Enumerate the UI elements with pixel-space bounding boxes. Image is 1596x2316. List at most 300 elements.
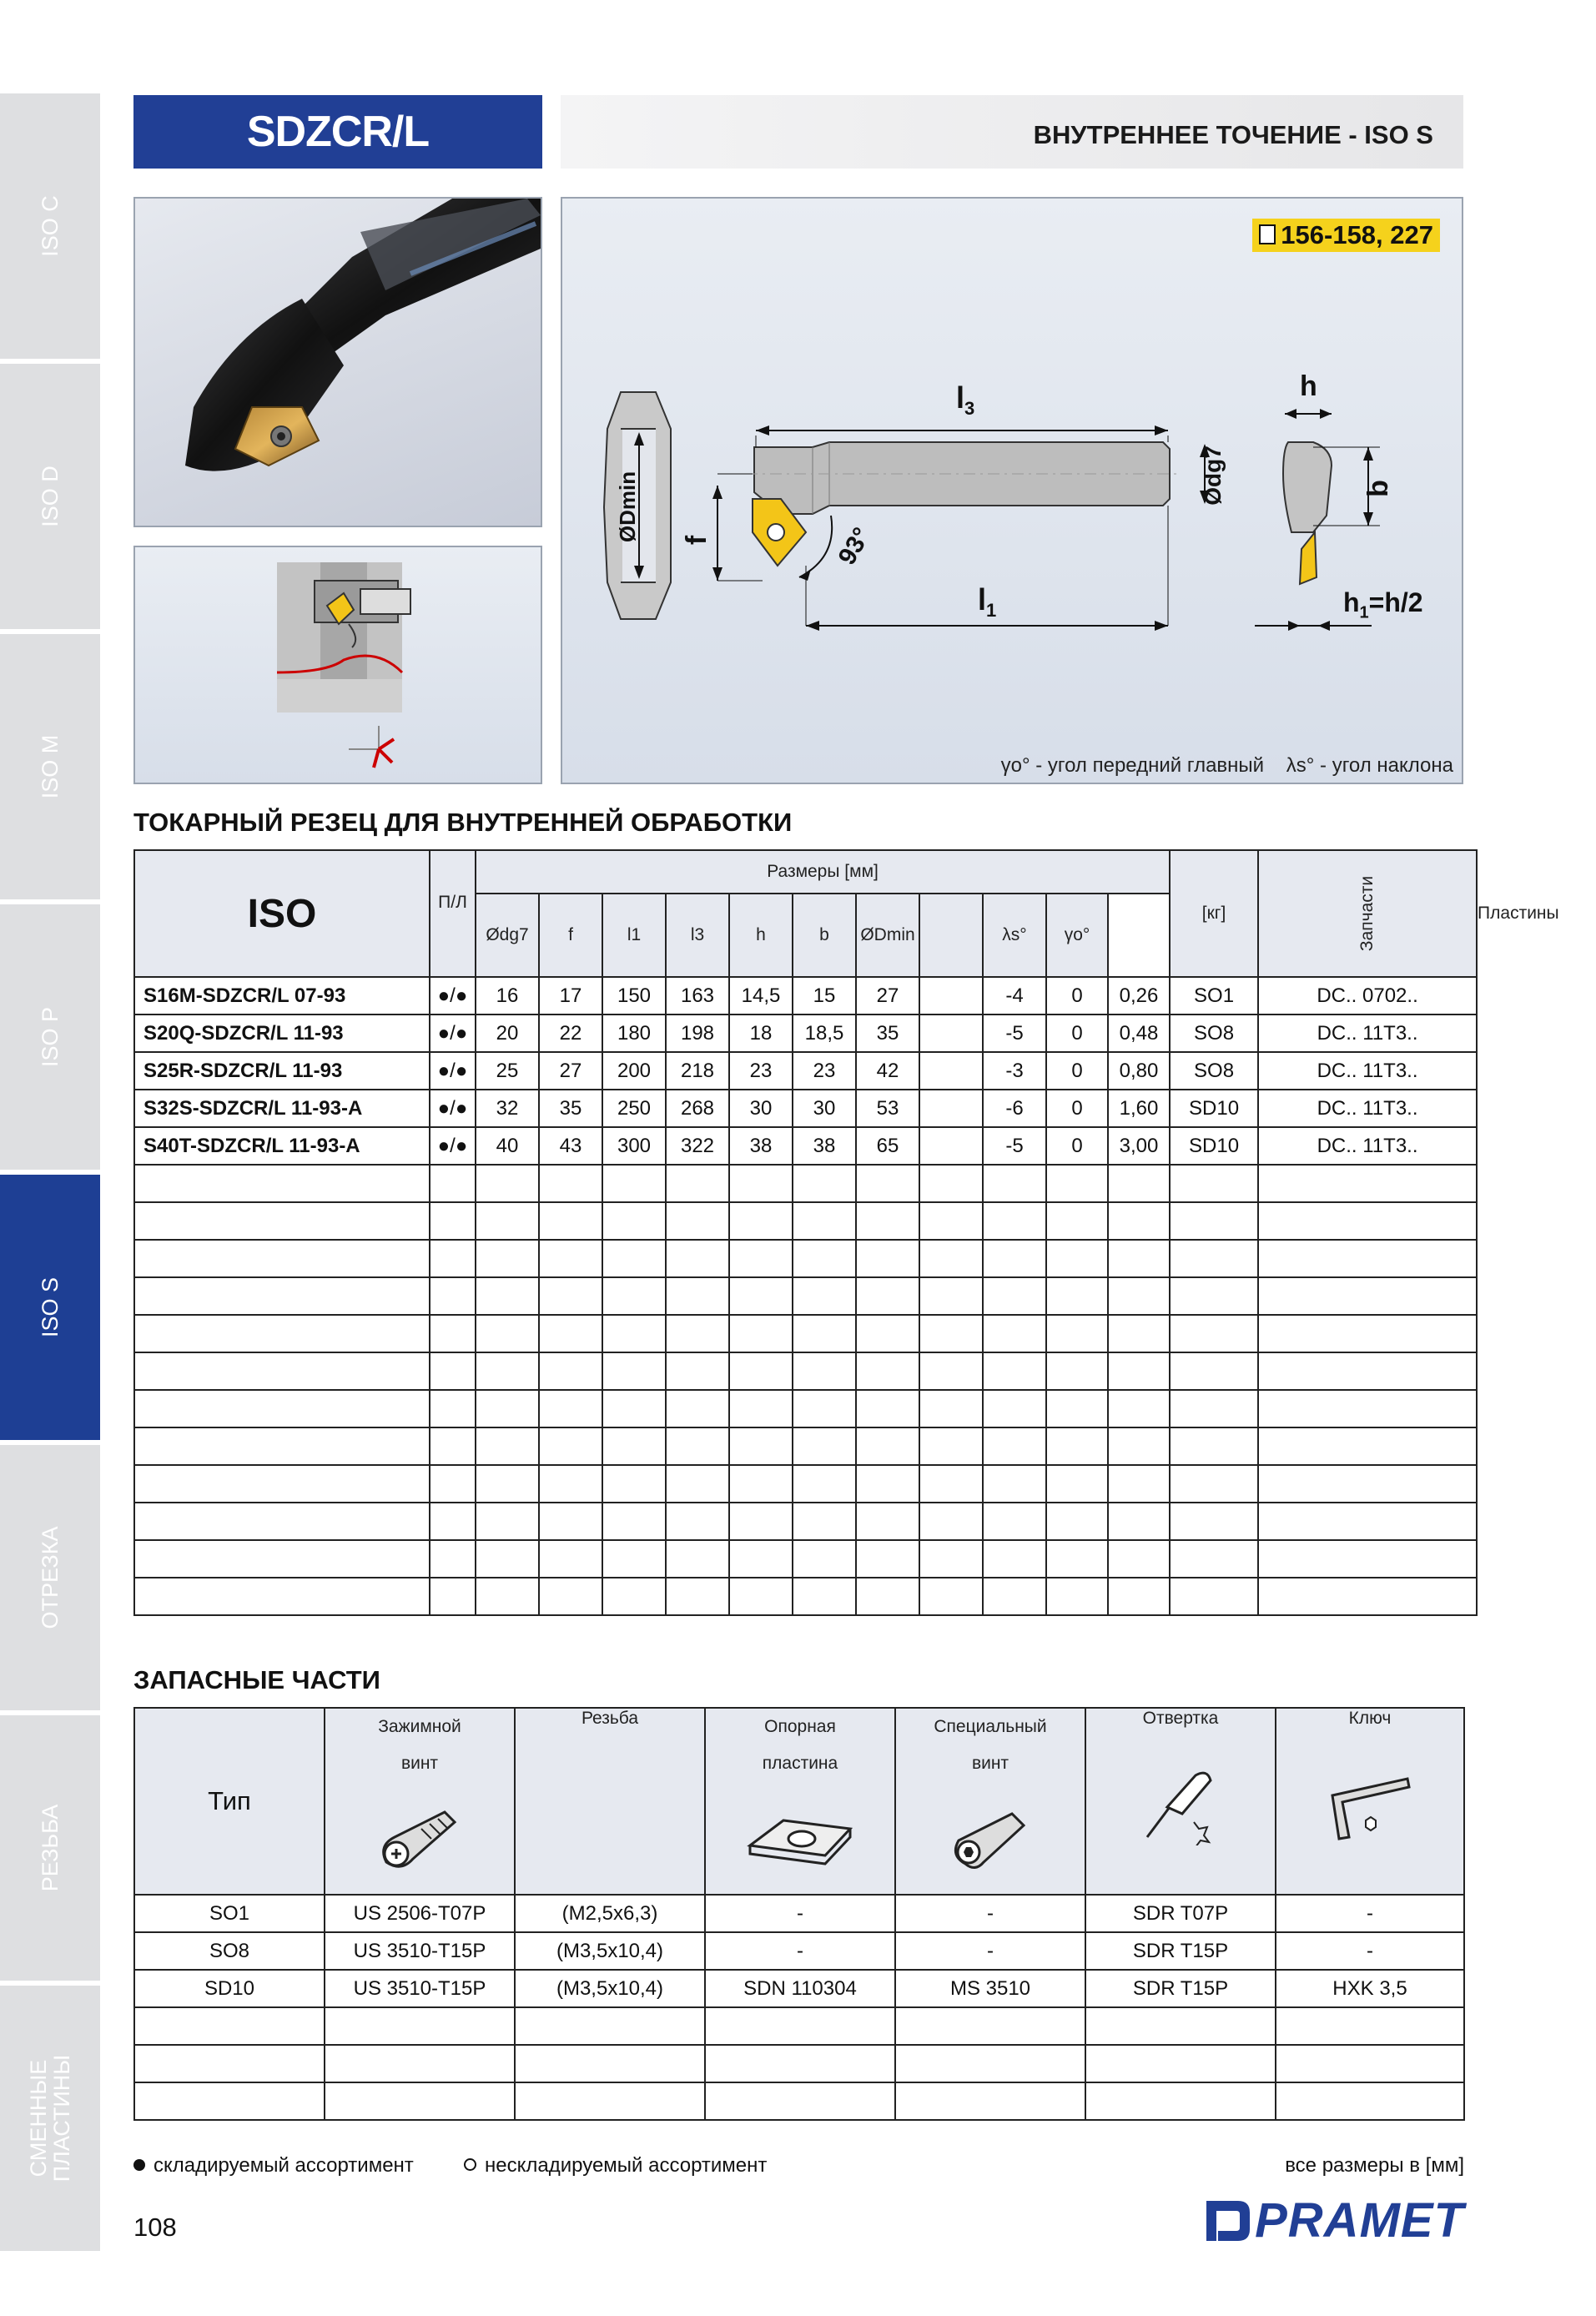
cell-ls: -6 [983,1090,1046,1127]
empty-cell [983,1390,1046,1427]
empty-cell [430,1465,476,1503]
side-tab-iso-p[interactable]: ISO P [0,904,100,1175]
empty-cell [134,1352,430,1390]
header-kg: [кг] [1170,850,1258,977]
empty-cell [430,1390,476,1427]
empty-cell [666,1352,729,1390]
label-dmin: ØDmin [615,471,641,543]
cell-pl: ●/● [430,1052,476,1090]
empty-cell [325,2007,515,2045]
empty-cell [602,1465,666,1503]
empty-cell [476,1503,539,1540]
empty-cell [430,1277,476,1315]
header-dim-f: f [539,894,602,977]
cell-go: 0 [1046,1127,1108,1165]
empty-cell [476,1427,539,1465]
empty-cell [539,1240,602,1277]
empty-cell [1085,2045,1276,2082]
empty-cell [539,1540,602,1578]
cell-key: HXK 3,5 [1276,1970,1464,2007]
empty-cell [919,1352,983,1390]
tool-row[interactable] [134,1090,1477,1127]
empty-cell [1108,1165,1170,1202]
empty-row [134,1202,1477,1240]
cell-f: 43 [539,1127,602,1165]
empty-cell [134,1240,430,1277]
cell-f: 35 [539,1090,602,1127]
cell-kg: 0,80 [1108,1052,1170,1090]
header-dim-l1: l1 [602,894,666,977]
cell-go: 0 [1046,1090,1108,1127]
empty-cell [602,1540,666,1578]
cell-l3: 268 [666,1090,729,1127]
empty-cell [666,1427,729,1465]
cell-ls: -4 [983,977,1046,1015]
cell-spare: SO8 [1170,1052,1258,1090]
product-title-bar [133,95,542,169]
cell-h: 18 [729,1015,793,1052]
empty-cell [1170,1465,1258,1503]
empty-cell [476,1578,539,1615]
cell-b: 38 [793,1127,856,1165]
header-dim-dmin: ØDmin [856,894,919,977]
cell-l3: 163 [666,977,729,1015]
header-special-screw: Специальный винт [895,1708,1085,1895]
side-tab-iso-m[interactable]: ISO M [0,634,100,904]
empty-cell [1170,1352,1258,1390]
cell-pl: ●/● [430,1090,476,1127]
tool-row[interactable] [134,977,1477,1015]
cell-type: SD10 [134,1970,325,2007]
special-screw-icon [940,1804,1040,1879]
empty-row [134,1540,1477,1578]
cell-special: MS 3510 [895,1970,1085,2007]
empty-row [134,1352,1477,1390]
cell-code: S16M-SDZCR/L 07-93 [134,977,430,1015]
empty-cell [856,1465,919,1503]
empty-cell [1170,1277,1258,1315]
cell-d: 20 [476,1015,539,1052]
header-dim-lambda-s: λs° [983,894,1046,977]
empty-cell [430,1578,476,1615]
empty-cell [1085,2007,1276,2045]
empty-cell [856,1277,919,1315]
cell-b: 18,5 [793,1015,856,1052]
empty-cell [856,1503,919,1540]
empty-cell [539,1165,602,1202]
header-screwdriver: Отвертка [1085,1708,1276,1895]
empty-cell [602,1352,666,1390]
empty-cell [793,1427,856,1465]
empty-cell [705,2045,895,2082]
empty-cell [1108,1202,1170,1240]
cell-go: 0 [1046,1052,1108,1090]
empty-cell [729,1165,793,1202]
empty-cell [134,1202,430,1240]
header-dim-dg7: Ødg7 [476,894,539,977]
empty-cell [1046,1202,1108,1240]
empty-row [134,1578,1477,1615]
empty-cell [729,1465,793,1503]
label-angle: 93° [833,522,876,570]
empty-cell [895,2045,1085,2082]
side-tab-thread[interactable]: РЕЗЬБА [0,1715,100,1986]
empty-cell [1170,1390,1258,1427]
empty-cell [983,1578,1046,1615]
empty-cell [1108,1503,1170,1540]
empty-cell [983,1540,1046,1578]
empty-cell [539,1277,602,1315]
empty-cell [1046,1427,1108,1465]
label-b: b [1362,480,1394,497]
empty-cell [134,1578,430,1615]
cell-special: - [895,1932,1085,1970]
tool-row[interactable] [134,1015,1477,1052]
empty-cell [430,1540,476,1578]
empty-cell [602,1240,666,1277]
empty-cell [793,1240,856,1277]
header-dimensions: Размеры [мм] [476,850,1170,894]
empty-cell [856,1578,919,1615]
empty-cell [1046,1165,1108,1202]
empty-cell [476,1202,539,1240]
empty-cell [430,1427,476,1465]
cell-h: 23 [729,1052,793,1090]
header-dim-h: h [729,894,793,977]
cell-insert: DC.. 11T3.. [1258,1052,1477,1090]
header-dim-gamma-o: γo° [1046,894,1108,977]
empty-cell [983,1465,1046,1503]
header-key: Ключ [1276,1708,1464,1895]
empty-cell [602,1315,666,1352]
empty-cell [793,1165,856,1202]
cell-l1: 150 [602,977,666,1015]
empty-cell [1258,1427,1477,1465]
category-title: ВНУТРЕННЕЕ ТОЧЕНИЕ - ISO S [1033,120,1433,149]
spare-row [134,1895,1464,1932]
cell-thread: (M3,5x10,4) [515,1970,705,2007]
pramet-logo-icon [1205,2198,1251,2244]
empty-cell [895,2082,1085,2120]
empty-cell [1258,1165,1477,1202]
empty-cell [1170,1427,1258,1465]
empty-cell [1108,1540,1170,1578]
cell-spare: SO1 [1170,977,1258,1015]
header-dim-l3: l3 [666,894,729,977]
cell-l1: 250 [602,1090,666,1127]
empty-dot-icon [464,2158,476,2171]
empty-cell [1046,1390,1108,1427]
empty-cell [729,1202,793,1240]
empty-cell [1170,1540,1258,1578]
empty-cell [430,1240,476,1277]
empty-cell [729,1540,793,1578]
cell-h: 14,5 [729,977,793,1015]
empty-cell [134,2007,325,2045]
empty-cell [602,1390,666,1427]
tool-row[interactable] [134,1127,1477,1165]
cell-code: S25R-SDZCR/L 11-93 [134,1052,430,1090]
empty-cell [539,1352,602,1390]
cell-clamp: US 2506-T07P [325,1895,515,1932]
empty-cell [1108,1240,1170,1277]
cell-b: 23 [793,1052,856,1090]
empty-cell [1046,1578,1108,1615]
empty-cell [1108,1427,1170,1465]
units-note: все размеры в [мм] [1285,2154,1464,2177]
empty-cell [134,1465,430,1503]
cell-code: S20Q-SDZCR/L 11-93 [134,1015,430,1052]
empty-cell [1108,1465,1170,1503]
header-clamp-screw: Зажимной винт [325,1708,515,1895]
empty-cell [856,1202,919,1240]
cell-l1: 300 [602,1127,666,1165]
side-tab-cutoff[interactable]: ОТРЕЗКА [0,1445,100,1715]
cell-h: 38 [729,1127,793,1165]
empty-cell [1046,1352,1108,1390]
cell-d: 32 [476,1090,539,1127]
empty-cell [919,1315,983,1352]
empty-cell [134,1315,430,1352]
empty-cell [983,1427,1046,1465]
empty-row [134,1503,1477,1540]
empty-cell [919,1277,983,1315]
empty-cell [856,1390,919,1427]
empty-cell [134,2045,325,2082]
empty-cell [793,1503,856,1540]
empty-cell [1258,1202,1477,1240]
empty-cell [1170,1315,1258,1352]
cell-special: - [895,1895,1085,1932]
empty-cell [1258,1315,1477,1352]
cell-code: S40T-SDZCR/L 11-93-A [134,1127,430,1165]
empty-cell [134,1165,430,1202]
cell-insert: DC.. 11T3.. [1258,1127,1477,1165]
cell-d: 16 [476,977,539,1015]
cell-driver: SDR T15P [1085,1970,1276,2007]
empty-cell [856,1352,919,1390]
empty-cell [602,1165,666,1202]
legend-stocked: складируемый ассортимент [133,2154,414,2178]
clamp-screw-icon [370,1804,470,1879]
tool-table: ISO П/Л Размеры [мм] [кг] Запчасти Пластины Ødg7 f l1 l3 h b ØDmin λs° γo° S16M-SDZCR/L 07-93 ●/● 16 17 150 163 14,5 15 27 -4 0 0,26 SO1 DC.. 0702.. S20Q-SDZCR/L 11-93 ●/● 20 22 180 198 18 18,5 35 -5 0 0,48 SO8 DC.. 11T3.. S25R-SDZCR/L 11-93 ●/● 25 27 200 218 23 23 42 -3 0 0,80 SO8 DC.. 11T3.. S32S-SDZCR/L 11-93-A ●/● 32 35 250 268 30 30 53 -6 0 1,60 SD10 DC.. 11T3.. S40T-SDZCR/L 11-93-A ●/● 40 43 300 322 38 38 65 -5 0 3,00 SD10 DC.. 11T3.. [133,849,1478,1616]
empty-cell [602,1503,666,1540]
empty-cell [666,1277,729,1315]
filled-dot-icon [133,2159,145,2171]
label-h: h [1300,370,1317,402]
cell-pl: ●/● [430,1015,476,1052]
empty-cell [666,1315,729,1352]
cell-d: 40 [476,1127,539,1165]
empty-cell [539,1465,602,1503]
cell-f: 22 [539,1015,602,1052]
empty-cell [539,1578,602,1615]
empty-cell [1046,1540,1108,1578]
cell-d: 25 [476,1052,539,1090]
empty-cell [430,1202,476,1240]
header-type: Тип [134,1708,325,1895]
header-dim-b: b [793,894,856,977]
empty-cell [1046,1315,1108,1352]
empty-cell [729,1240,793,1277]
boring-bar-image [135,199,541,526]
cell-go: 0 [1046,977,1108,1015]
operation-sketch [133,546,542,784]
empty-cell [476,1277,539,1315]
cell-e [919,1127,983,1165]
empty-cell [919,1202,983,1240]
cell-spare: SD10 [1170,1090,1258,1127]
label-l3: $l_3$ [956,380,975,420]
empty-cell [856,1427,919,1465]
empty-cell [134,1277,430,1315]
legend-not-stocked: нескладируемый ассортимент [464,2154,767,2178]
empty-cell [1108,1390,1170,1427]
spare-row [134,1970,1464,2007]
cell-l1: 180 [602,1015,666,1052]
label-f: f [681,535,713,546]
cell-key: - [1276,1932,1464,1970]
cell-dmin: 27 [856,977,919,1015]
cell-insert: DC.. 11T3.. [1258,1090,1477,1127]
empty-cell [476,1352,539,1390]
empty-cell [539,1202,602,1240]
empty-cell [1085,2082,1276,2120]
empty-cell [1170,1503,1258,1540]
empty-cell [919,1240,983,1277]
dimension-drawing [562,199,1462,783]
empty-cell [895,2007,1085,2045]
empty-cell [793,1277,856,1315]
spare-parts-title: ЗАПАСНЫЕ ЧАСТИ [133,1665,380,1694]
empty-row [134,1165,1477,1202]
tool-row[interactable] [134,1052,1477,1090]
empty-cell [1258,1540,1477,1578]
empty-cell [856,1315,919,1352]
cell-shim: - [705,1932,895,1970]
empty-cell [602,1202,666,1240]
empty-cell [476,1165,539,1202]
cell-clamp: US 3510-T15P [325,1932,515,1970]
empty-cell [919,1427,983,1465]
cell-h: 30 [729,1090,793,1127]
empty-cell [793,1202,856,1240]
cell-ls: -5 [983,1127,1046,1165]
cell-dmin: 42 [856,1052,919,1090]
side-tab-iso-c[interactable]: ISO C [0,93,100,364]
spare-row [134,1932,1464,1970]
empty-row [134,1315,1477,1352]
cell-e [919,1052,983,1090]
empty-cell [430,1503,476,1540]
empty-cell [1258,1465,1477,1503]
empty-cell [666,1240,729,1277]
cell-dmin: 53 [856,1090,919,1127]
cell-spare: SD10 [1170,1127,1258,1165]
label-l1: $l_1$ [978,582,997,622]
empty-cell [1258,1352,1477,1390]
empty-cell [1258,1390,1477,1427]
empty-cell [1108,1277,1170,1315]
header-spares: Запчасти [1258,850,1477,977]
cell-spare: SO8 [1170,1015,1258,1052]
empty-cell [134,1503,430,1540]
cell-e [919,977,983,1015]
cell-kg: 1,60 [1108,1090,1170,1127]
cell-insert: DC.. 0702.. [1258,977,1477,1015]
label-dg7: Ødg7 [1199,446,1226,506]
empty-cell [1258,1503,1477,1540]
empty-cell [539,1315,602,1352]
category-bar [561,95,1463,169]
side-tab-iso-s[interactable]: ISO S [0,1175,100,1445]
empty-cell [793,1390,856,1427]
cell-ls: -5 [983,1015,1046,1052]
empty-cell [729,1352,793,1390]
empty-cell [919,1165,983,1202]
empty-cell [1108,1315,1170,1352]
empty-cell [1108,1578,1170,1615]
cell-l3: 218 [666,1052,729,1090]
cell-b: 30 [793,1090,856,1127]
empty-cell [1170,1578,1258,1615]
empty-cell [1258,1578,1477,1615]
empty-row [134,1240,1477,1277]
empty-cell [919,1540,983,1578]
empty-cell [1046,1277,1108,1315]
header-shim: Опорная пластина [705,1708,895,1895]
empty-cell [515,2082,705,2120]
empty-cell [134,2082,325,2120]
empty-cell [856,1165,919,1202]
cell-l3: 198 [666,1015,729,1052]
empty-cell [793,1540,856,1578]
screwdriver-icon [1130,1770,1231,1845]
cell-insert: DC.. 11T3.. [1258,1015,1477,1052]
empty-cell [1276,2082,1464,2120]
empty-cell [1258,1240,1477,1277]
empty-cell [919,1578,983,1615]
empty-cell [983,1277,1046,1315]
side-tab-iso-d[interactable]: ISO D [0,364,100,634]
empty-cell [919,1503,983,1540]
cell-e [919,1015,983,1052]
empty-cell [476,1315,539,1352]
empty-cell [666,1165,729,1202]
empty-row [134,1427,1477,1465]
page-reference[interactable]: 156-158, 227 [1252,219,1440,252]
empty-cell [666,1578,729,1615]
empty-row [134,2082,1464,2120]
cell-key: - [1276,1895,1464,1932]
side-tab-inserts[interactable]: СМЕННЫЕ ПЛАСТИНЫ [0,1986,100,2256]
empty-row [134,1465,1477,1503]
product-title: SDZCR/L [246,108,430,156]
empty-cell [983,1240,1046,1277]
cell-go: 0 [1046,1015,1108,1052]
empty-cell [602,1427,666,1465]
empty-cell [134,1427,430,1465]
cell-dmin: 65 [856,1127,919,1165]
empty-cell [1276,2045,1464,2082]
cell-type: SO1 [134,1895,325,1932]
empty-cell [729,1427,793,1465]
empty-cell [1276,2007,1464,2045]
empty-cell [983,1315,1046,1352]
spare-parts-table [133,1707,1465,2121]
empty-cell [515,2045,705,2082]
empty-cell [1170,1165,1258,1202]
